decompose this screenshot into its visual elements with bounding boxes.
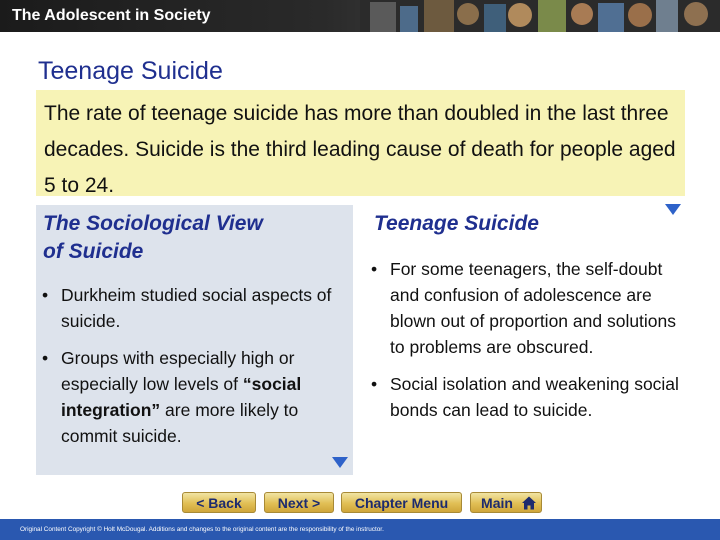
bullet-icon: •: [371, 259, 378, 279]
home-icon: [521, 495, 537, 511]
slide-title: Teenage Suicide: [38, 57, 223, 85]
right-bullet-list: [371, 256, 693, 434]
left-bullet-list: [42, 282, 344, 460]
bullet-icon: •: [42, 285, 49, 305]
main-button[interactable]: [470, 492, 542, 513]
back-button[interactable]: < Back: [182, 492, 256, 513]
list-item: [42, 345, 344, 449]
bullet-text: Durkheim studied social aspects of suicide.: [61, 285, 332, 331]
intro-text: The rate of teenage suicide has more than doubled in the last three decades. Suicide is the third leading cause of death for people aged 5 to 24.: [44, 102, 676, 197]
bullet-text-bold: “social integration”: [61, 374, 302, 420]
list-item: [371, 256, 693, 360]
header-bar: [0, 0, 720, 32]
header-title: The Adolescent in Society: [12, 7, 211, 24]
left-heading-line1: The Sociological View: [43, 212, 263, 235]
list-item: [42, 282, 344, 334]
next-button[interactable]: Next >: [264, 492, 334, 513]
list-item: [371, 371, 693, 423]
left-heading-line2: of Suicide: [43, 240, 144, 263]
chapter-menu-button[interactable]: Chapter Menu: [341, 492, 462, 513]
main-button-label: Main: [481, 495, 513, 511]
triangle-down-icon[interactable]: [332, 457, 348, 468]
bullet-icon: •: [371, 374, 378, 394]
bullet-text-after: are more likely to commit suicide.: [61, 400, 299, 446]
triangle-down-icon[interactable]: [665, 204, 681, 215]
bullet-text: For some teenagers, the self-doubt and confusion of adolescence are blown out of proportion and solutions to problems are obscured.: [390, 259, 677, 357]
bullet-text-before: Groups with especially high or especially low levels of: [61, 348, 295, 394]
left-panel-heading: [43, 210, 343, 266]
copyright-notice: Original Content Copyright © Holt McDougal. Additions and changes to the original content are the responsibility of the instructor.: [20, 526, 384, 533]
bullet-icon: •: [42, 348, 49, 368]
header-photo-collage: [360, 0, 720, 32]
bullet-text: Social isolation and weakening social bonds can lead to suicide.: [390, 374, 679, 420]
right-panel-heading: Teenage Suicide: [374, 212, 539, 235]
